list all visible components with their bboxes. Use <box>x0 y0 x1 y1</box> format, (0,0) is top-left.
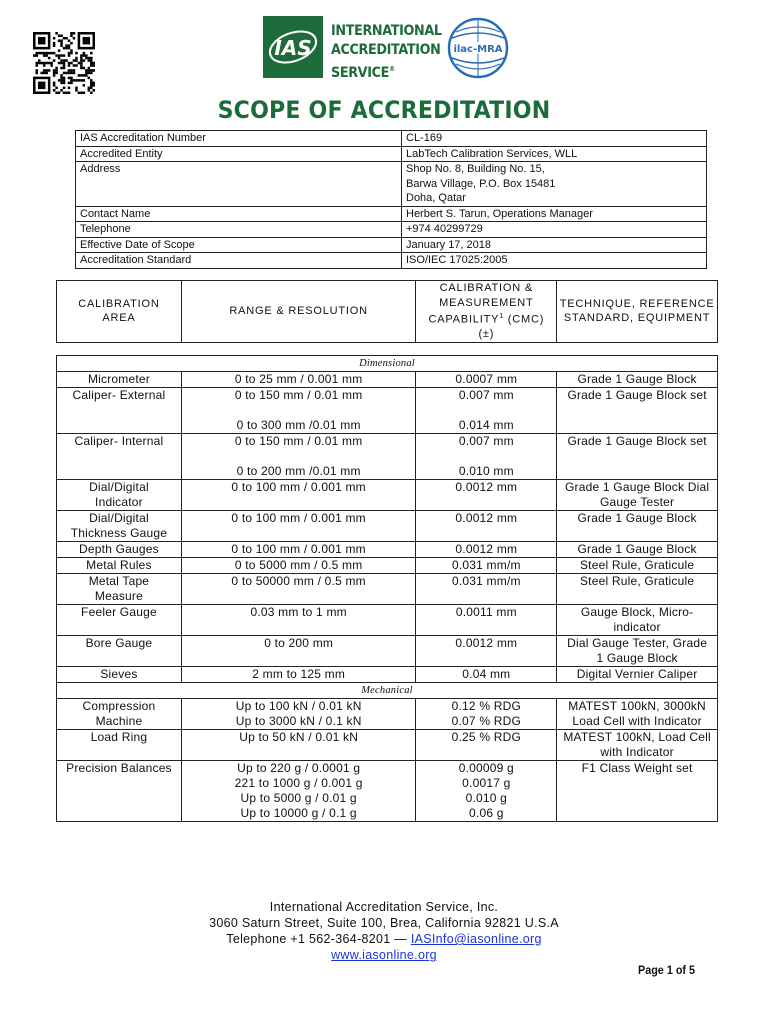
cell-technique-line: Grade 1 Gauge Block <box>577 542 697 556</box>
footer-email-link[interactable]: IASInfo@iasonline.org <box>410 932 542 946</box>
cell-cmc-line: 0.0007 mm <box>455 372 518 386</box>
footer-telephone: Telephone +1 562-364-8201 — <box>226 932 411 946</box>
cell-cmc-line: 0.0012 mm <box>455 480 518 494</box>
table-row <box>57 761 718 822</box>
cell-technique <box>557 636 718 667</box>
cell-area-line: Compression <box>82 699 156 713</box>
page-title: SCOPE OF ACCREDITATION <box>217 96 551 124</box>
cell-cmc-line: 0.00009 g <box>458 761 514 775</box>
cell-range <box>181 574 416 605</box>
column-header-area <box>57 281 182 343</box>
column-header-technique <box>557 281 718 343</box>
cell-cmc-line: 0.007 mm <box>458 388 514 402</box>
info-value <box>402 237 707 253</box>
cell-range-line: 0 to 300 mm /0.01 mm <box>236 418 361 432</box>
info-value-line: Doha, Qatar <box>406 192 466 204</box>
cell-area <box>57 558 182 574</box>
cell-cmc <box>416 558 557 574</box>
cell-cmc <box>416 730 557 761</box>
cell-technique <box>557 480 718 511</box>
cell-area-line: Bore Gauge <box>85 636 153 650</box>
table-row <box>57 511 718 542</box>
cell-technique-line: with Indicator <box>600 745 674 759</box>
column-header-cmc-plusminus: (±) <box>478 328 495 341</box>
info-row <box>76 162 707 207</box>
column-header-area-line: AREA <box>102 312 136 325</box>
scope-column-headers <box>56 280 718 343</box>
info-value-line: Herbert S. Tarun, Operations Manager <box>406 207 593 220</box>
cell-technique <box>557 574 718 605</box>
cell-area-line: Feeler Gauge <box>81 605 157 619</box>
cell-area <box>57 434 182 480</box>
cell-cmc-line: 0.0012 mm <box>455 636 518 650</box>
table-row <box>57 636 718 667</box>
cell-area <box>57 388 182 434</box>
section-row <box>57 356 718 372</box>
cell-technique-line: Grade 1 Gauge Block Dial <box>565 480 710 494</box>
footer-contact <box>0 931 768 947</box>
cell-cmc <box>416 699 557 730</box>
info-value-line: Barwa Village, P.O. Box 15481 <box>406 177 556 190</box>
table-row <box>57 542 718 558</box>
cell-range <box>181 372 416 388</box>
cell-range <box>181 730 416 761</box>
cell-area <box>57 511 182 542</box>
ias-logo <box>263 16 323 78</box>
cell-technique <box>557 542 718 558</box>
qr-code <box>33 32 95 94</box>
ilac-globe-icon <box>446 16 510 80</box>
column-header-range-line: RANGE & RESOLUTION <box>229 305 368 318</box>
cell-cmc-line: 0.12 % RDG <box>451 699 521 713</box>
footer-website-line <box>0 947 768 963</box>
cell-technique-line: 1 Gauge Block <box>596 651 678 665</box>
table-row <box>57 558 718 574</box>
column-header-cmc-line: CALIBRATION & <box>439 282 533 294</box>
cell-cmc <box>416 511 557 542</box>
info-label: Address <box>76 162 402 207</box>
cell-area-line: Sieves <box>100 667 138 681</box>
cell-range <box>181 761 416 822</box>
info-value <box>402 206 707 222</box>
cell-range-line: Up to 10000 g / 0.1 g <box>240 806 357 820</box>
cell-range-line: 0.03 mm to 1 mm <box>250 605 347 619</box>
cell-range-line: 0 to 200 mm /0.01 mm <box>236 464 361 478</box>
info-value <box>402 162 707 207</box>
cell-cmc <box>416 605 557 636</box>
cell-cmc-line: 0.010 mm <box>458 464 514 478</box>
cell-technique-line: Dial Gauge Tester, Grade <box>567 636 708 650</box>
cell-range <box>181 388 416 434</box>
ilac-mra-logo <box>446 16 510 80</box>
info-label: Accredited Entity <box>76 146 402 162</box>
cell-cmc <box>416 542 557 558</box>
table-row <box>57 480 718 511</box>
column-header-area-line: CALIBRATION <box>78 297 160 310</box>
info-label: Telephone <box>76 222 402 238</box>
info-label: IAS Accreditation Number <box>76 131 402 147</box>
cell-range-line: 0 to 150 mm / 0.01 mm <box>234 388 363 402</box>
cell-cmc-line: 0.06 g <box>469 806 504 820</box>
cell-area <box>57 574 182 605</box>
accreditation-info-table <box>75 130 707 269</box>
cell-area <box>57 480 182 511</box>
info-value-line: +974 40299729 <box>406 223 483 235</box>
cell-range-line: 0 to 100 mm / 0.001 mm <box>231 542 366 556</box>
cell-range <box>181 511 416 542</box>
column-header-cmc-line: MEASUREMENT <box>439 296 534 309</box>
cell-technique-line: Digital Vernier Caliper <box>576 667 698 681</box>
ilac-text: ilac-MRA <box>453 44 503 55</box>
cell-area-line: Precision Balances <box>66 761 172 775</box>
cell-cmc-line: 0.031 mm/m <box>451 574 521 588</box>
cell-area-line: Machine <box>95 714 143 728</box>
table-row <box>57 388 718 434</box>
cell-range-line: 2 mm to 125 mm <box>252 667 346 681</box>
info-value <box>402 131 707 147</box>
table-row <box>57 574 718 605</box>
cell-cmc-line: 0.014 mm <box>458 418 514 432</box>
info-value-line: Shop No. 8, Building No. 15, <box>406 163 545 175</box>
cell-technique-line: Steel Rule, Graticule <box>579 558 695 572</box>
cell-area-line: Metal Tape <box>88 574 150 588</box>
cell-range-line: 0 to 25 mm / 0.001 mm <box>234 372 363 386</box>
cell-technique-line: F1 Class Weight set <box>581 761 693 775</box>
cell-cmc <box>416 636 557 667</box>
cell-technique <box>557 761 718 822</box>
info-value <box>402 253 707 269</box>
spacer <box>418 449 554 464</box>
cell-cmc <box>416 388 557 434</box>
cell-cmc-line: 0.07 % RDG <box>451 714 521 728</box>
org-name-line-1: INTERNATIONAL <box>331 23 442 39</box>
info-row <box>76 237 707 253</box>
cell-area <box>57 699 182 730</box>
cell-technique <box>557 372 718 388</box>
cell-range-line: 0 to 50000 mm / 0.5 mm <box>231 574 366 588</box>
cell-cmc-line: 0.0017 g <box>462 776 511 790</box>
cell-cmc <box>416 372 557 388</box>
column-header-cmc-capability: CAPABILITY$^1$ (CMC) <box>428 313 545 326</box>
spacer <box>184 403 414 418</box>
cell-cmc <box>416 480 557 511</box>
cell-area <box>57 730 182 761</box>
table-row <box>57 605 718 636</box>
cell-range-line: 0 to 5000 mm / 0.5 mm <box>234 558 363 572</box>
table-row <box>57 434 718 480</box>
cell-range-line: Up to 100 kN / 0.01 kN <box>235 699 362 713</box>
info-value <box>402 222 707 238</box>
cell-technique-line: Gauge Tester <box>599 495 675 509</box>
info-row <box>76 146 707 162</box>
cell-area <box>57 605 182 636</box>
cell-cmc <box>416 761 557 822</box>
cell-area-line: Indicator <box>95 495 143 509</box>
cell-area <box>57 667 182 683</box>
info-row <box>76 222 707 238</box>
info-label: Contact Name <box>76 206 402 222</box>
footer <box>0 899 768 963</box>
cell-cmc-line: 0.031 mm/m <box>451 558 521 572</box>
table-row <box>57 667 718 683</box>
spacer <box>418 403 554 418</box>
info-value-line: January 17, 2018 <box>406 238 492 251</box>
cell-cmc-line: 0.04 mm <box>462 667 511 681</box>
page-number: Page 1 of 5 <box>638 963 696 977</box>
cell-range <box>181 542 416 558</box>
cell-technique <box>557 699 718 730</box>
cell-range-line: Up to 3000 kN / 0.1 kN <box>235 714 362 728</box>
cell-area-line: Metal Rules <box>86 558 152 572</box>
column-header-technique-line: STANDARD, EQUIPMENT <box>563 312 711 325</box>
cell-technique-line: Grade 1 Gauge Block set <box>567 434 707 448</box>
cell-area <box>57 372 182 388</box>
info-row <box>76 131 707 147</box>
registered-mark: ® <box>388 65 395 73</box>
cell-range-line: Up to 220 g / 0.0001 g <box>237 761 361 775</box>
cell-cmc <box>416 574 557 605</box>
cell-cmc <box>416 667 557 683</box>
info-row <box>76 206 707 222</box>
cell-range-line: 221 to 1000 g / 0.001 g <box>234 776 363 790</box>
cell-cmc-line: 0.0012 mm <box>455 542 518 556</box>
cell-technique <box>557 511 718 542</box>
cell-technique-line: Gauge Block, Micro- <box>580 605 694 619</box>
cell-technique-line: MATEST 100kN, 3000kN <box>568 699 706 713</box>
scope-data-table <box>56 355 718 822</box>
cell-technique-line: indicator <box>613 620 661 634</box>
table-row <box>57 372 718 388</box>
info-value-line: ISO/IEC 17025:2005 <box>406 254 508 266</box>
cell-range-line: 0 to 150 mm / 0.01 mm <box>234 434 363 448</box>
cell-range-line: Up to 50 kN / 0.01 kN <box>239 730 359 744</box>
column-header-cmc <box>416 281 557 343</box>
cell-cmc <box>416 434 557 480</box>
info-value-line: CL-169 <box>406 132 443 144</box>
org-name <box>331 22 442 83</box>
cell-range-line: 0 to 100 mm / 0.001 mm <box>231 480 366 494</box>
cell-area-line: Thickness Gauge <box>70 526 168 540</box>
cell-area-line: Depth Gauges <box>79 542 159 556</box>
cell-cmc-line: 0.25 % RDG <box>451 730 521 744</box>
ias-logo-icon <box>263 16 323 78</box>
cell-technique-line: Load Cell with Indicator <box>572 714 702 728</box>
cell-range-line: 0 to 200 mm <box>264 636 334 650</box>
column-header-range <box>181 281 416 343</box>
cell-technique-line: Grade 1 Gauge Block set <box>567 388 707 402</box>
info-row <box>76 253 707 269</box>
info-label: Accreditation Standard <box>76 253 402 269</box>
table-row <box>57 699 718 730</box>
cell-technique-line: Grade 1 Gauge Block <box>577 511 697 525</box>
footer-address: 3060 Saturn Street, Suite 100, Brea, California 92821 U.S.A <box>209 916 559 930</box>
cell-range <box>181 667 416 683</box>
cell-technique <box>557 388 718 434</box>
cell-area-line: Load Ring <box>90 730 148 744</box>
cell-area-line: Dial/Digital <box>89 480 149 494</box>
table-row <box>57 730 718 761</box>
footer-website-link[interactable]: www.iasonline.org <box>331 948 437 962</box>
ias-logo-text: IAS <box>274 36 312 60</box>
cell-technique-line: Grade 1 Gauge Block <box>577 372 697 386</box>
cell-technique <box>557 558 718 574</box>
cell-technique <box>557 434 718 480</box>
cell-range <box>181 636 416 667</box>
cell-area <box>57 636 182 667</box>
cell-cmc-line: 0.007 mm <box>458 434 514 448</box>
cell-range <box>181 605 416 636</box>
cell-area-line: Micrometer <box>87 372 150 386</box>
cell-area-line: Dial/Digital <box>89 511 149 525</box>
cell-range <box>181 480 416 511</box>
cell-technique-line: Steel Rule, Graticule <box>579 574 695 588</box>
info-value-line: LabTech Calibration Services, WLL <box>406 147 578 160</box>
cell-area-line: Measure <box>94 589 143 603</box>
section-row <box>57 683 718 699</box>
cell-range <box>181 558 416 574</box>
cell-area <box>57 761 182 822</box>
cell-area-line: Caliper- Internal <box>74 434 164 448</box>
cell-technique <box>557 667 718 683</box>
cell-cmc-line: 0.0011 mm <box>455 605 517 619</box>
section-title: Mechanical <box>57 683 718 699</box>
cell-range-line: Up to 5000 g / 0.01 g <box>240 791 357 805</box>
org-name-line-2: ACCREDITATION <box>331 42 441 58</box>
column-header-technique-line: TECHNIQUE, REFERENCE <box>559 297 715 310</box>
cell-technique-line: MATEST 100kN, Load Cell <box>563 730 711 744</box>
cell-technique <box>557 730 718 761</box>
cell-area-line: Caliper- External <box>72 388 166 402</box>
info-label: Effective Date of Scope <box>76 237 402 253</box>
cell-range-line: 0 to 100 mm / 0.001 mm <box>231 511 366 525</box>
cell-range <box>181 699 416 730</box>
cell-cmc-line: 0.0012 mm <box>455 511 518 525</box>
spacer <box>184 449 414 464</box>
cell-technique <box>557 605 718 636</box>
cell-cmc-line: 0.010 g <box>465 791 508 805</box>
org-name-line-3: SERVICE® <box>331 64 395 81</box>
info-value <box>402 146 707 162</box>
cell-range <box>181 434 416 480</box>
section-title: Dimensional <box>57 356 718 372</box>
qr-code-icon <box>33 32 95 94</box>
cell-area <box>57 542 182 558</box>
footer-company: International Accreditation Service, Inc. <box>269 900 499 914</box>
